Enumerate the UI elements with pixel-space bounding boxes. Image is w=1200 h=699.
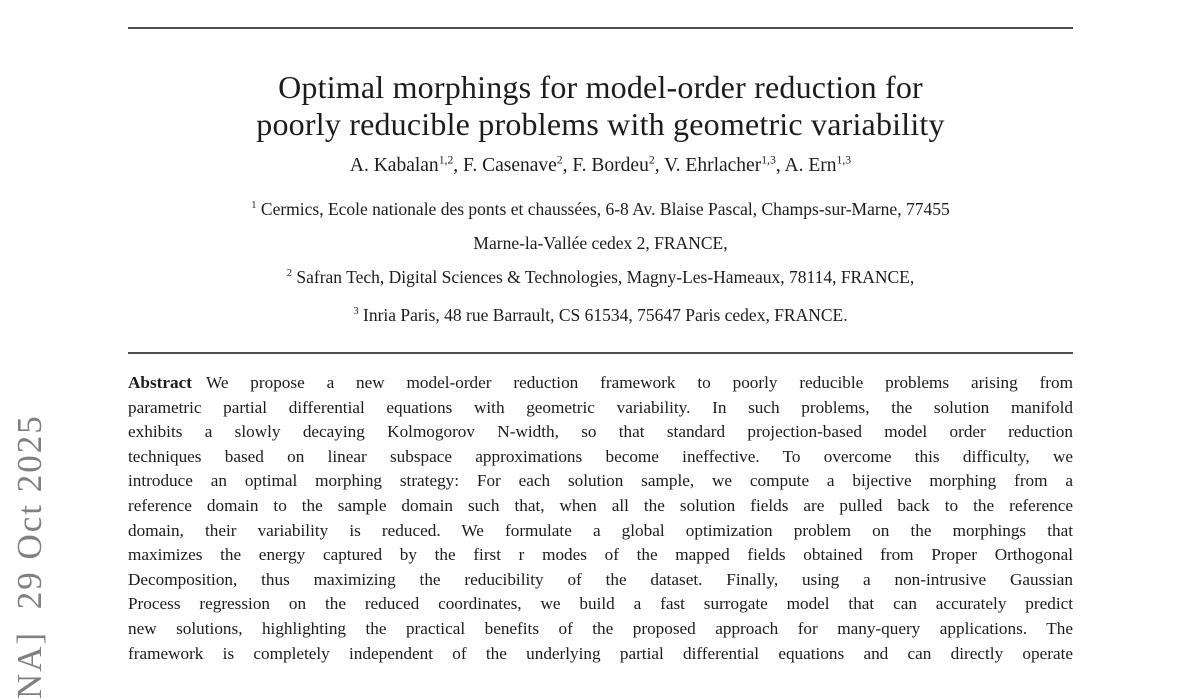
abstract-line-clipped: framework is completely independent of the underlying partial differential equations and can directly operate — [128, 643, 1073, 663]
abstract-text: We propose a new model-order reduction framework to poorly reducible problems arising from — [205, 373, 1073, 392]
paper-content — [128, 27, 1073, 666]
abstract-line: reference domain to the sample domain such that, when all the solution fields are pulled back to the reference — [128, 495, 1073, 515]
abstract-line: Decomposition, thus maximizing the reducibility of the dataset. Finally, using a non-intrusive Gaussian — [128, 569, 1073, 589]
arxiv-watermark: NA] 29 Oct 2025 — [10, 414, 49, 699]
author-name: V. Ehrlacher — [664, 155, 762, 176]
affiliation-sup: 3 — [353, 306, 359, 318]
paper-title-line-1: Optimal morphings for model-order reduction for — [278, 69, 923, 105]
author — [664, 155, 784, 176]
paper-title-line-2: poorly reducible problems with geometric variability — [256, 106, 945, 142]
abstract-label: Abstract — [128, 373, 192, 392]
author-separator: , — [562, 155, 573, 176]
abstract-line: new solutions, highlighting the practical benefits of the proposed approach for many-query applications. The — [128, 618, 1073, 638]
abstract-line: Process regression on the reduced coordinates, we build a fast surrogate model that can accurately predict — [128, 594, 1073, 614]
author-name: A. Kabalan — [349, 155, 439, 176]
author — [572, 155, 664, 176]
paper-page — [0, 27, 1200, 699]
author-name: F. Casenave — [463, 155, 557, 176]
abstract-section — [128, 371, 1073, 666]
author-affil-sup: 1,2 — [438, 153, 454, 167]
affiliation-text: Safran Tech, Digital Sciences & Technologies, Magny-Les-Hameaux, 78114, FRANCE, — [292, 267, 915, 287]
author — [785, 155, 852, 176]
affiliation-3 — [128, 298, 1073, 332]
authors-line — [128, 153, 1073, 179]
abstract-line — [128, 371, 1073, 396]
author-affil-sup: 1,3 — [836, 153, 852, 167]
author-affil-sup: 2 — [556, 153, 563, 167]
author-name: A. Ern — [784, 155, 837, 176]
affiliations-block — [128, 192, 1073, 332]
abstract-line: introduce an optimal morphing strategy: For each solution sample, we compute a bijective morphing from a — [128, 471, 1073, 491]
affiliation-text: Inria Paris, 48 rue Barrault, CS 61534, 75647 Paris cedex, FRANCE. — [358, 305, 848, 325]
author-separator: , — [775, 155, 785, 176]
abstract-line: exhibits a slowly decaying Kolmogorov N-width, so that standard projection-based model order reduction — [128, 422, 1073, 442]
author-separator: , — [654, 155, 665, 176]
abstract-line: techniques based on linear subspace approximations become ineffective. To overcome this difficulty, we — [128, 446, 1073, 466]
affiliation-2 — [128, 260, 1073, 294]
author-affil-sup: 2 — [648, 153, 655, 167]
affiliation-text: Cermics, Ecole nationale des ponts et chaussées, 6-8 Av. Blaise Pascal, Champs-sur-Marne, 77455 — [256, 199, 950, 219]
author-separator: , — [453, 155, 464, 176]
author-affil-sup: 1,3 — [761, 153, 776, 167]
affiliation-1-line-2 — [128, 226, 1073, 260]
author-name: F. Bordeu — [572, 155, 649, 176]
abstract-rule — [128, 352, 1073, 354]
affiliation-1 — [128, 192, 1073, 226]
top-rule — [128, 27, 1073, 29]
author — [463, 155, 572, 176]
affiliation-sup: 1 — [251, 200, 257, 212]
abstract-line: maximizes the energy captured by the first r modes of the mapped fields obtained from Proper Orthogonal — [128, 545, 1073, 565]
affiliation-sup: 2 — [286, 268, 292, 280]
abstract-line: domain, their variability is reduced. We formulate a global optimization problem on the morphings that — [128, 520, 1073, 540]
affiliation-text: Marne-la-Vallée cedex 2, FRANCE, — [473, 233, 728, 253]
paper-title — [128, 69, 1073, 143]
author — [350, 155, 463, 176]
abstract-line: parametric partial differential equations with geometric variability. In such problems, the solution manifold — [128, 397, 1073, 417]
